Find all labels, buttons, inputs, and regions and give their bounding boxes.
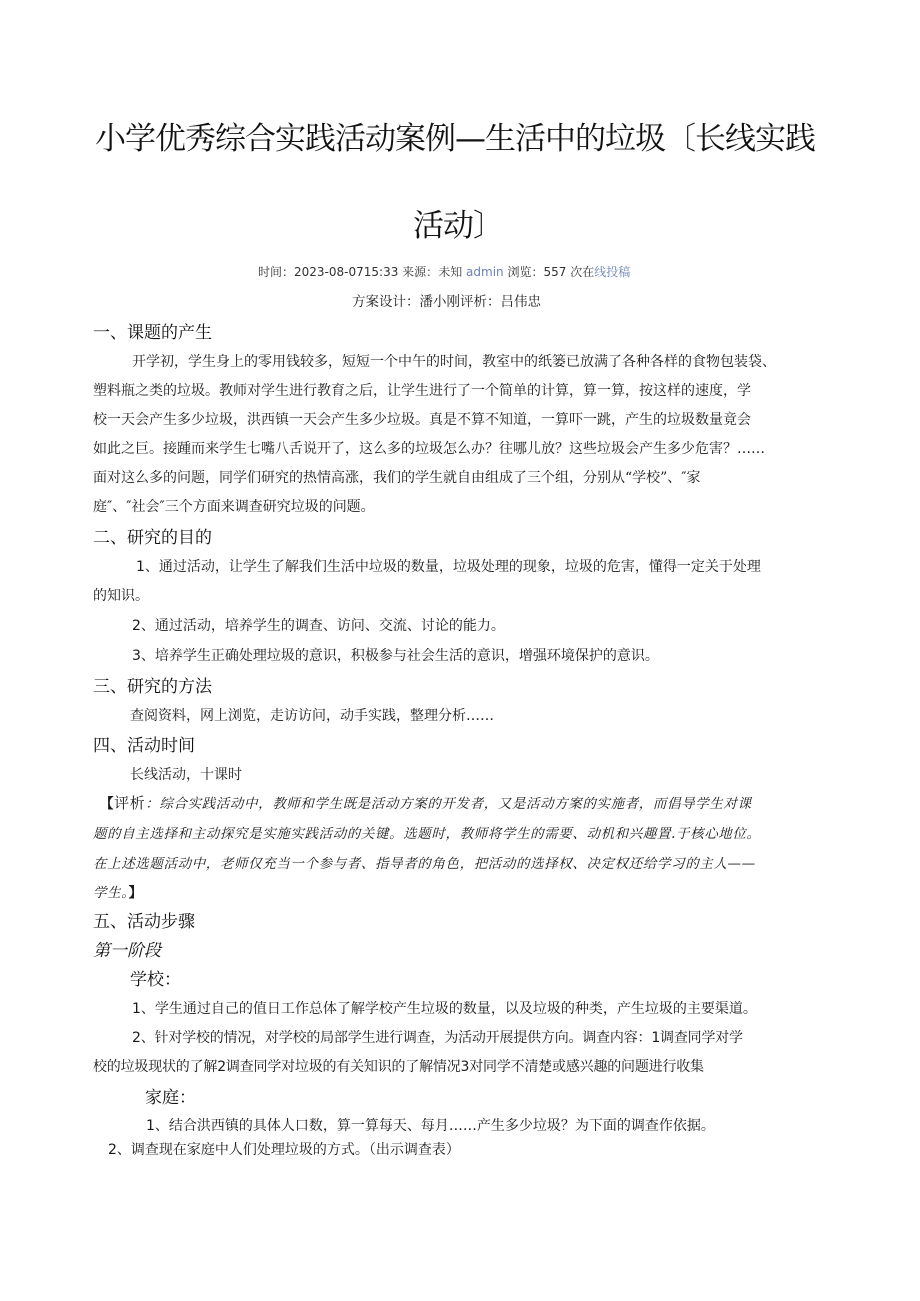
item-text: 调查同学对学 (660, 1030, 743, 1046)
school-item-2-cont (93, 1056, 704, 1076)
item-number: 2 (132, 618, 141, 634)
school-label: 学校： (130, 970, 181, 990)
stage-label: 第一阶段 (93, 941, 161, 961)
source-label: 来源： (402, 265, 439, 279)
page-title-line1: 小学优秀综合实践活动案例—生活中的垃圾〔长线实践 (95, 121, 815, 157)
item-text: 、针对学校的情况，对学校的局部学生进行调查，为活动开展提供方向。调查内容： (140, 1030, 652, 1046)
item-number: 1 (136, 559, 145, 575)
comment-line: 题的自主选择和主动探究是实施实践活动的关键。选题时，教师将学生的需要、动机和兴趣置.于核心地位。 (93, 826, 761, 842)
section-heading-2: 二、研究的目的 (93, 528, 212, 548)
comment-text: ：综合实践活动中，教师和学生既是活动方案的开发者，又是活动方案的实施者，而倡导学生对课 (145, 796, 752, 812)
s1-para-line: 开学初，学生身上的零用钱较多，短短一个中午的时间，教室中的纸篓已放满了各种各样的食物包装袋、 (132, 354, 776, 370)
family-item-1 (146, 1115, 715, 1135)
page-title-line2: 活动〕 (413, 208, 503, 244)
section-heading-1: 一、课题的产生 (93, 323, 212, 343)
item-text: 校的垃圾现状的了解 (93, 1059, 218, 1075)
s1-para-line: 面对这么多的问题，同学们研究的热情高涨，我们的学生就自由组成了三个组，分别从“学校”、″家 (93, 470, 701, 486)
s2-item-2 (132, 615, 505, 635)
author-link[interactable]: admin (466, 265, 504, 279)
item-text: 、结合洪西镇的具体人口数，算一算每天、每月……产生多少垃圾？为下面的调查作依据。 (154, 1118, 715, 1134)
item-number: 2 (108, 1142, 117, 1158)
item-number: 3 (132, 648, 141, 664)
time-label: 时间： (258, 265, 295, 279)
school-item-1 (132, 998, 757, 1018)
s1-para-line: 如此之巨。接踵而来学生七嘴八舌说开了，这么多的垃圾怎么办？往哪儿放？这些垃圾会产生多少危害？…… (93, 441, 765, 457)
comment-line: 在上述选题活动中，老师仅充当一个参与者、指导者的角色，把活动的选择权、决定权还给学习的主人—— (93, 856, 756, 872)
item-text: 对同学不清楚或感兴趣的问题进行收集 (469, 1059, 704, 1075)
item-text: 调查同学对垃圾的有关知识的了解情况 (225, 1059, 461, 1075)
comment-label: 评析 (114, 794, 146, 812)
item-number: 2 (132, 1030, 141, 1046)
comment-open-bracket: 【 (100, 796, 115, 812)
school-item-2 (132, 1027, 743, 1047)
item-text: 、通过活动，让学生了解我们生活中垃圾的数量，垃圾处理的现象，垃圾的危害，懂得一定关于处理 (144, 559, 761, 575)
item-text: 、学生通过自己的值日工作总体了解学校产生垃圾的数量，以及垃圾的种类，产生垃圾的主要渠道。 (140, 1001, 757, 1017)
section-heading-5: 五、活动步骤 (93, 912, 195, 932)
inline-number: 3 (460, 1059, 470, 1075)
link-prefix: 在 (582, 265, 595, 279)
s2-item-1-cont: 的知识。 (93, 588, 149, 604)
s4-text: 长线活动，十课时 (130, 767, 242, 783)
s2-item-3 (132, 645, 659, 665)
family-label: 家庭： (145, 1088, 196, 1108)
meta-line (258, 263, 630, 280)
time-value: 2023-08-0715:33 (294, 265, 399, 279)
comment-text: 学生。 (93, 885, 129, 901)
item-text: 、培养学生正确处理垃圾的意识，积极参与社会生活的意识，增强环境保护的意识。 (140, 648, 659, 664)
source-value: 未知 (438, 265, 463, 279)
inline-number: 2 (217, 1059, 226, 1075)
comment-close-bracket: 】 (128, 885, 143, 901)
s1-para-line: 校一天会产生多少垃圾，洪西镇一天会产生多少垃圾。真是不算不知道，一算吓一跳，产生的垃圾数量竟会 (93, 412, 751, 428)
section-heading-4: 四、活动时间 (93, 736, 195, 756)
comment-line-last (93, 881, 143, 901)
item-number: 1 (132, 1001, 141, 1017)
s3-text: 查阅资料，网上浏览，走访访问，动手实践，整理分析…… (130, 708, 494, 724)
s1-para-line: 庭″、″社会″三个方面来调查研究垃圾的问题。 (93, 499, 375, 515)
s2-item-1 (136, 556, 761, 576)
item-text: 、通过活动，培养学生的调查、访问、交流、讨论的能力。 (140, 618, 505, 634)
s1-para-line: 塑料瓶之类的垃圾。教师对学生进行教育之后，让学生进行了一个简单的计算，算一算，按这样的速度，学 (93, 383, 751, 399)
item-text: 、调查现在家庭中人们处理垃圾的方式。（出示调查表） (116, 1142, 460, 1158)
section-heading-3: 三、研究的方法 (93, 677, 212, 697)
item-number: 1 (146, 1118, 155, 1134)
views-value: 557 (543, 265, 567, 279)
comment-line-1 (100, 792, 752, 813)
family-item-2 (108, 1139, 460, 1159)
views-label: 浏览： (507, 265, 544, 279)
submit-link[interactable]: 线投稿 (594, 265, 631, 279)
inline-number: 1 (651, 1030, 661, 1046)
design-line: 方案设计：潘小刚评析：吕伟忠 (352, 294, 541, 310)
views-suffix: 次 (570, 265, 583, 279)
